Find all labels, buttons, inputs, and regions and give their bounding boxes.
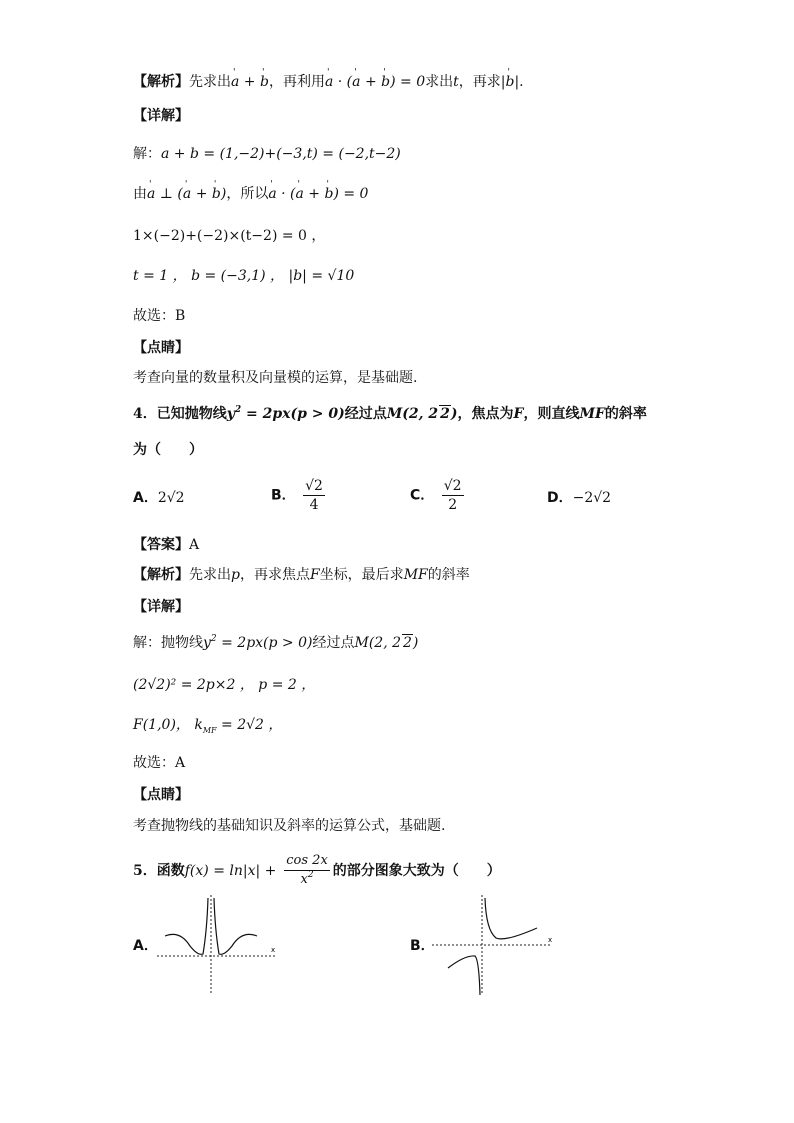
q3-comment: 考查向量的数量积及向量模的运算，是基础题. — [133, 370, 418, 386]
q3-line2: 由' a ⊥ (' a + ' b)，所以' a · (' a + ' b) = 0 — [133, 184, 368, 204]
curve-left — [448, 956, 480, 995]
q4-sol3: F(1,0)， $k_{MF} = 2√2$ ， — [133, 717, 283, 735]
q4-option-a[interactable]: A．2√2 — [133, 490, 185, 506]
q4-analysis: 【解析】先求出p，再求焦点F坐标，最后求MF的斜率 — [133, 567, 470, 583]
q3-comment-tag: 【点睛】 — [133, 340, 189, 356]
curve-right — [214, 898, 257, 954]
curve-right — [485, 898, 537, 939]
analysis-tag: 【解析】 — [133, 74, 189, 90]
q4-sol2: (2√2)² = 2p×2 ， p = 2 ， — [133, 677, 316, 693]
q3-line4: t = 1 ， b = (−3,1) ， |b| = √10 — [133, 268, 355, 284]
q3-detail-tag: 【详解】 — [133, 108, 189, 124]
q4-comment: 考查抛物线的基础知识及斜率的运算公式，基础题. — [133, 818, 446, 834]
q5-option-a-label[interactable]: A． — [133, 938, 158, 954]
q4-option-b[interactable]: B． $\frac{√2}{4}$ — [271, 478, 323, 513]
svg-text:x: x — [271, 946, 276, 954]
q3-line3: 1×(−2)+(−2)×(t−2) = 0 ， — [133, 228, 326, 244]
q4-option-d[interactable]: D．−2√2 — [547, 490, 612, 506]
q3-choice: 故选：B — [133, 308, 186, 324]
q4-sol1: 解：抛物线$y^2 = 2px(p > 0)$经过点M(2, 2 2) — [133, 634, 419, 651]
q5-option-b-label[interactable]: B． — [410, 938, 435, 954]
q4-choice: 故选：A — [133, 755, 186, 771]
q4-answer: 【答案】A — [133, 537, 200, 553]
q5-graph-b[interactable] — [430, 890, 560, 1000]
q4-detail-tag: 【详解】 — [133, 599, 189, 615]
q4-option-c[interactable]: C． $\frac{√2}{2}$ — [410, 478, 462, 513]
q3-analysis: 【解析】先求出' a + ' b，再利用' a · (' a + ' b) = 0求出t，再求|' b|. — [133, 72, 524, 92]
q4-stem: 4．已知抛物线$y^2 = 2px(p > 0)$经过点M(2, 2 2)，焦点为F，则直线MF的斜率 — [133, 405, 647, 422]
q3-line1: 解：a + b = (1,−2)+(−3,t) = (−2,t−2) — [133, 146, 401, 162]
curve-left — [165, 898, 208, 954]
q4-comment-tag: 【点睛】 — [133, 787, 189, 803]
svg-text:x: x — [548, 936, 553, 944]
q4-stem-cont: 为（ ） — [133, 442, 203, 458]
q5-stem: 5．函数f(x) = ln|x| + $\frac{\cos 2x}{x^2}$ 的部分图象大致为（ ） — [133, 853, 501, 887]
q5-graph-a[interactable] — [155, 890, 280, 1000]
